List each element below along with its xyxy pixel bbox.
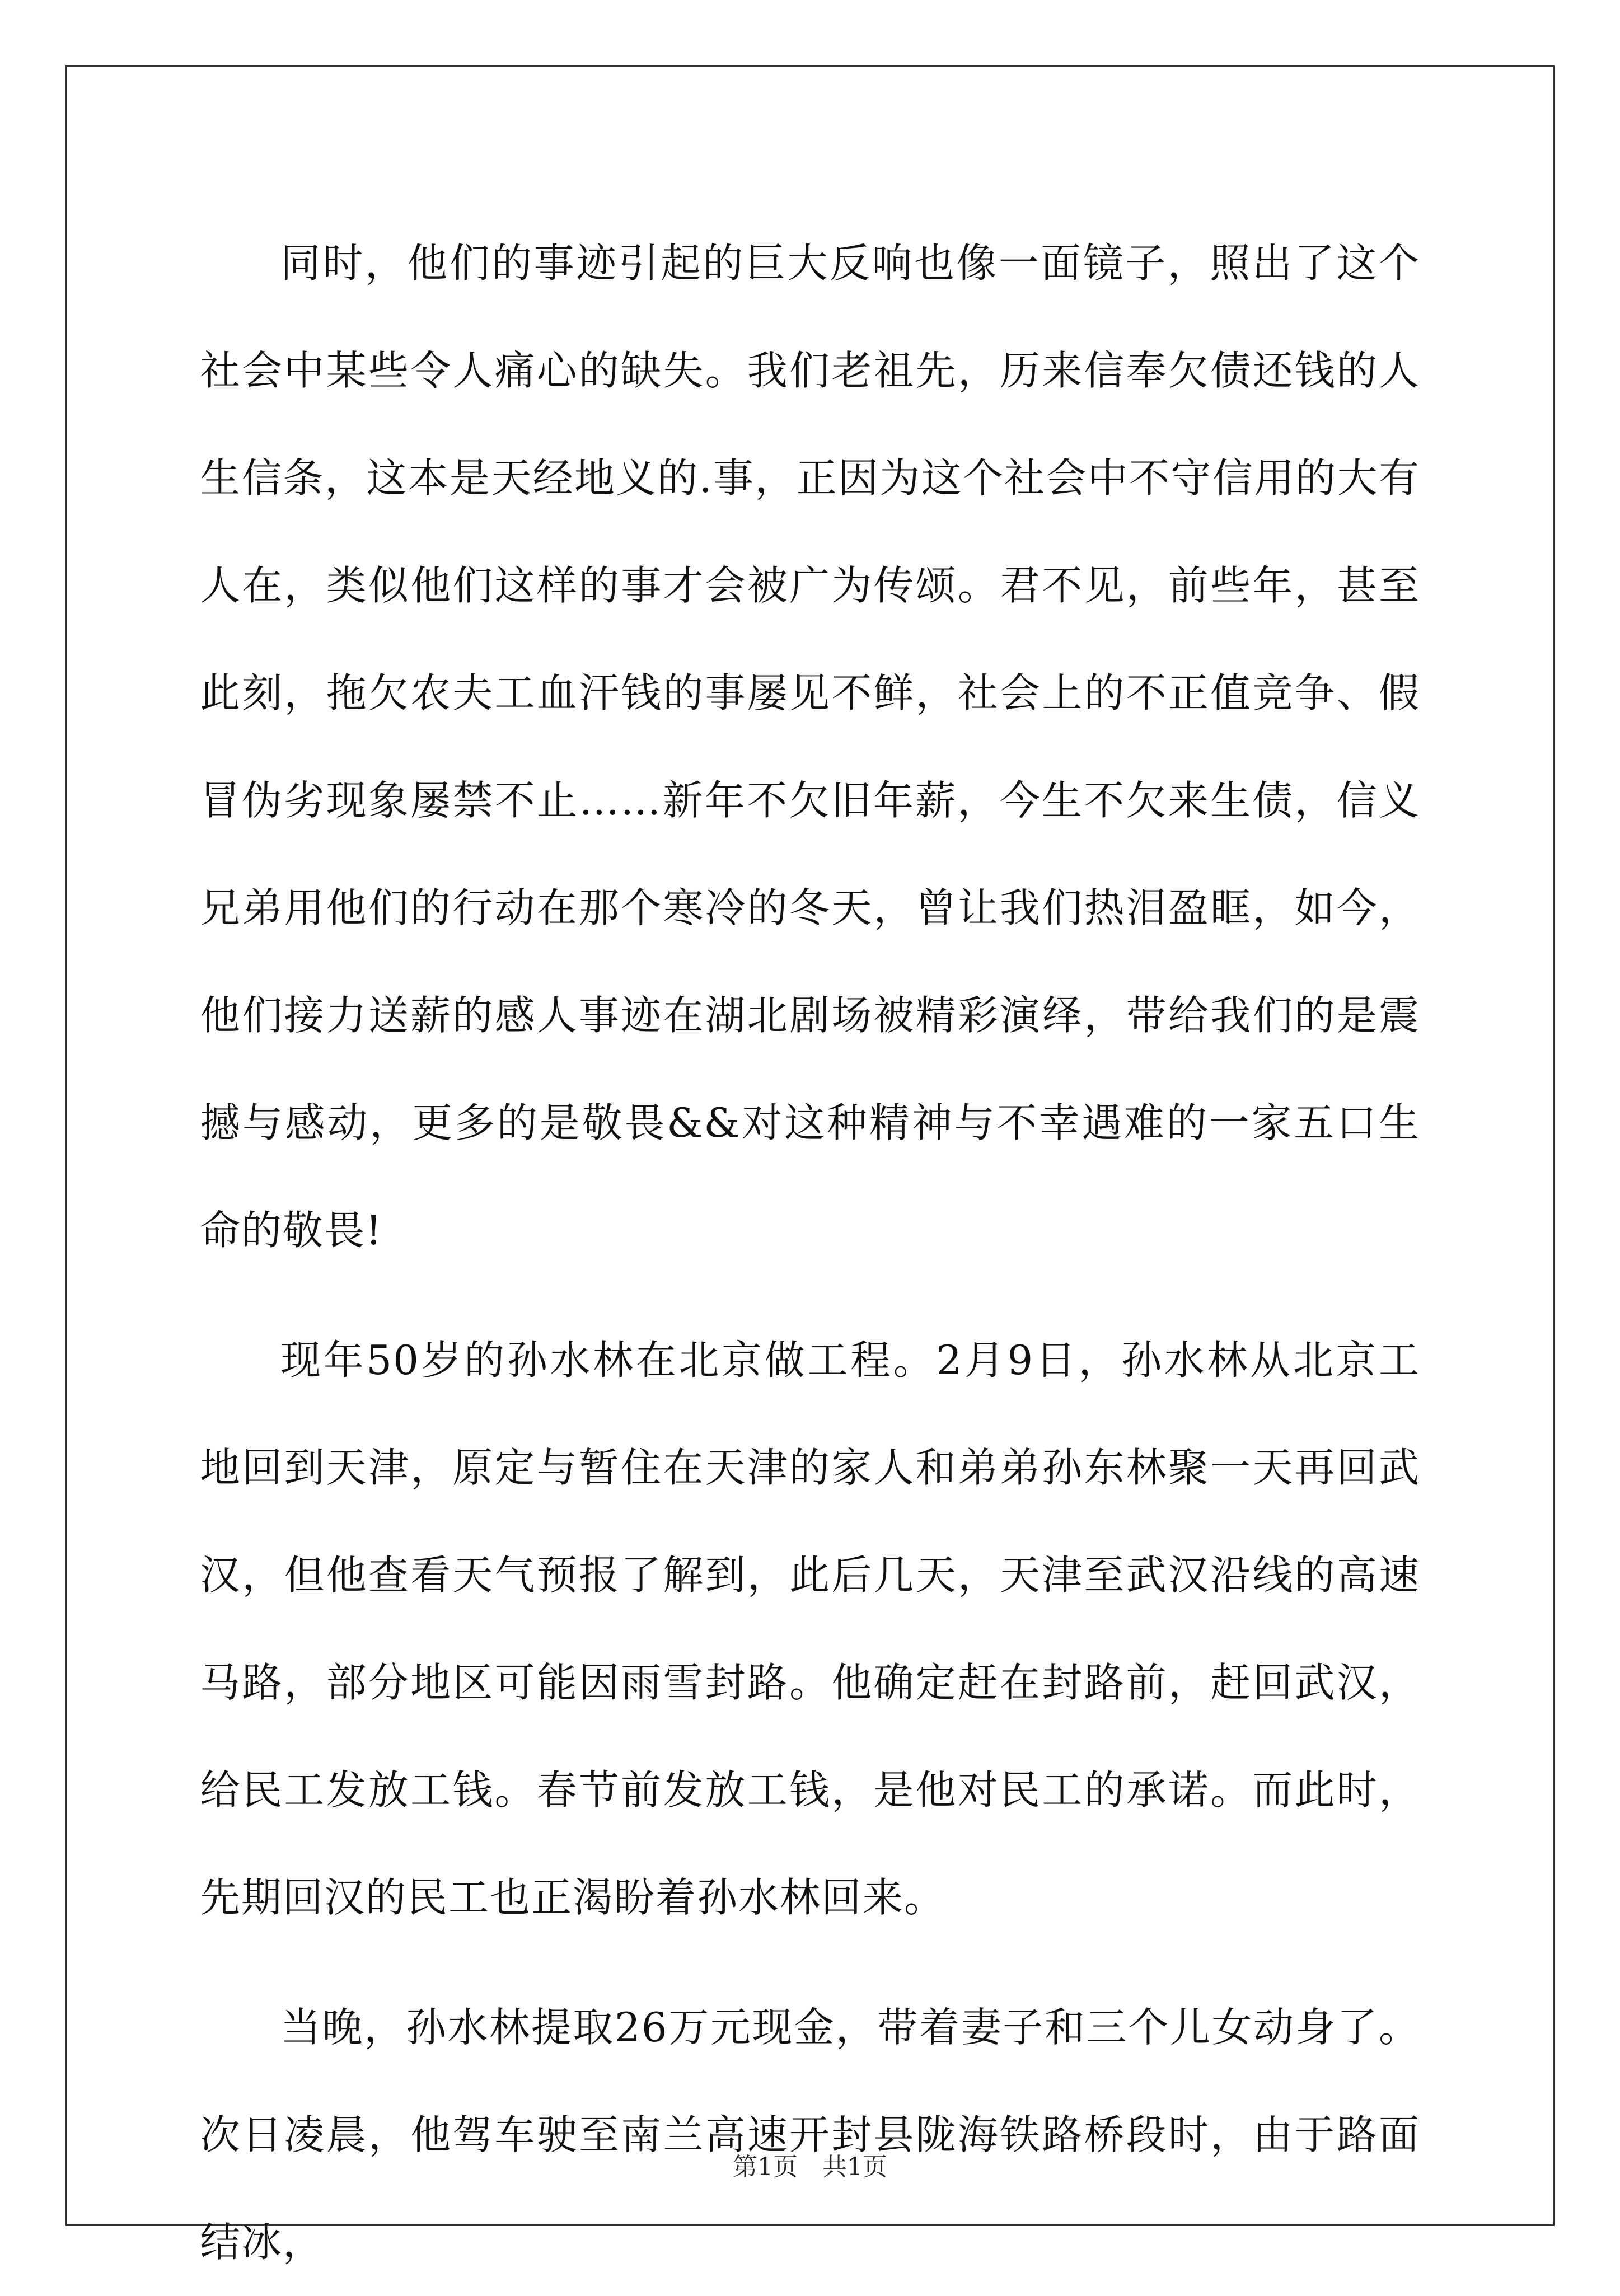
paragraph-2: 现年50岁的孙水林在北京做工程。2月9日，孙水林从北京工地回到天津，原定与暂住在天津的家人和弟弟孙东林聚一天再回武汉，但他查看天气预报了解到，此后几天，天津至武汉沿线的高速马路，部分地区可能因雨雪封路。他确定赶在封路前，赶回武汉，给民工发放工钱。春节前发放工钱，是他对民工的承诺。而此时，先期回汉的民工也正渴盼着孙水林回来。 <box>200 1337 1420 1921</box>
paragraph-1: 同时，他们的事迹引起的巨大反响也像一面镜子，照出了这个社会中某些令人痛心的缺失。我们老祖先，历来信奉欠债还钱的人生信条，这本是天经地义的.事，正因为这个社会中不守信用的大有人在，类似他们这样的事才会被广为传颂。君不见，前些年，甚至此刻，拖欠农夫工血汗钱的事屡见不鲜，社会上的不正值竞争、假冒伪劣现象屡禁不止……新年不欠旧年薪，今生不欠来生债，信义兄弟用他们的行动在那个寒冷的冬天，曾让我们热泪盈眶，如今，他们接力送薪的感人事迹在湖北剧场被精彩演绎，带给我们的是震撼与感动，更多的是敬畏&&对这种精神与不幸遇难的一家五口生命的敬畏! <box>200 240 1420 1254</box>
page-footer <box>0 2147 1620 2182</box>
document-body <box>200 209 1420 2296</box>
paragraph-3: 当晚，孙水林提取26万元现金，带着妻子和三个儿女动身了。次日凌晨，他驾车驶至南兰高速开封县陇海铁路桥段时，由于路面结冰， <box>200 2004 1420 2266</box>
page-number: 第1页 <box>733 2153 798 2181</box>
page-total: 共1页 <box>822 2153 887 2181</box>
